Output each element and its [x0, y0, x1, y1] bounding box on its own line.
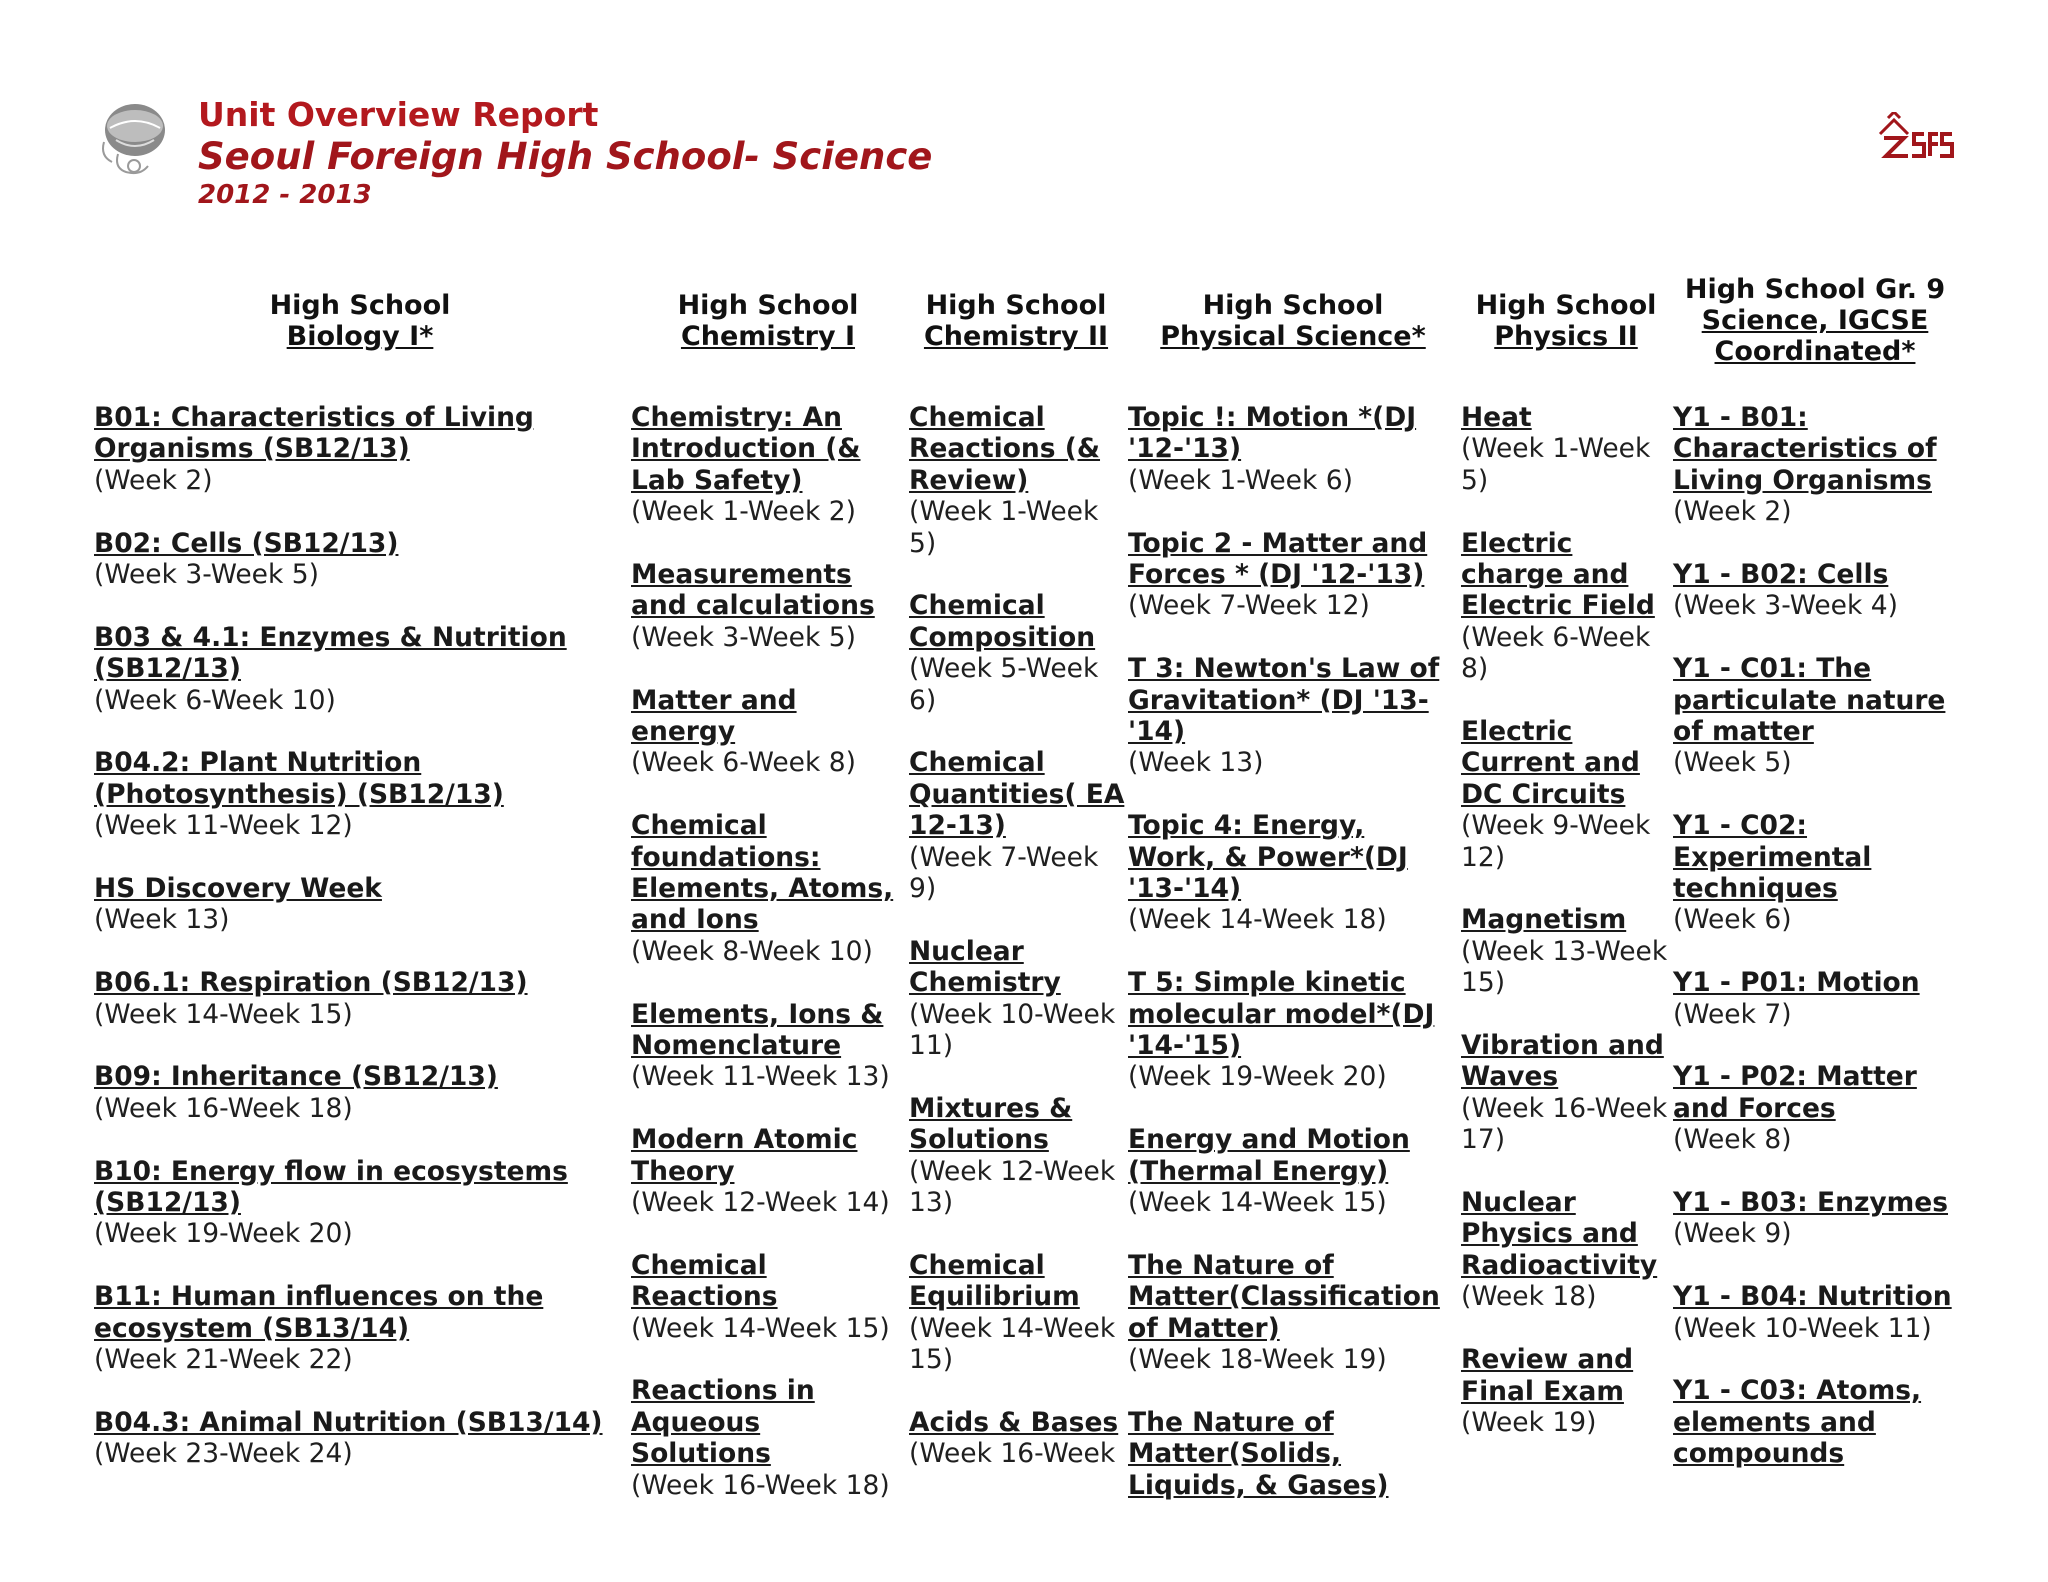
unit-title-link[interactable]: Matter and energy: [631, 684, 797, 748]
unit-title-link[interactable]: Topic !: Motion *(DJ '12-'13): [1128, 402, 1417, 465]
unit-weeks: (Week 16-Week 18): [631, 1469, 890, 1501]
unit-entry: [94, 1061, 614, 1124]
column-header-physical-science: [1128, 290, 1458, 352]
unit-title-link[interactable]: Energy and Motion (Thermal Energy): [1128, 1124, 1410, 1187]
unit-weeks: (Week 14-Week 18): [1128, 904, 1387, 936]
unit-entry: [631, 810, 906, 967]
units-chemistry-ii: [909, 402, 1127, 1501]
unit-weeks: (Week 19-Week 20): [94, 1218, 353, 1250]
unit-title-link[interactable]: T 5: Simple kinetic molecular model*(DJ '14-'15): [1128, 967, 1435, 1062]
column-level: High School Gr. 9: [1684, 274, 1946, 305]
unit-entry: [631, 559, 906, 653]
unit-title-link[interactable]: Y1 - B01: Characteristics of Living Organisms: [1673, 402, 1937, 496]
column-header-chemistry-i: [630, 290, 906, 352]
unit-entry: [1673, 653, 1953, 779]
unit-title-link[interactable]: Y1 - C02: Experimental techniques: [1673, 810, 1872, 905]
unit-entry: [94, 967, 614, 1030]
school-year: 2012 - 2013: [198, 180, 372, 210]
unit-weeks: (Week 13): [1128, 747, 1264, 779]
unit-weeks: (Week 13): [94, 904, 230, 936]
unit-title-link[interactable]: Chemical foundations: Elements, Atoms, and Ions: [631, 810, 894, 936]
unit-entry: [631, 1250, 906, 1344]
unit-title-link[interactable]: Electric Current and DC Circuits: [1461, 716, 1640, 810]
unit-weeks: (Week 7-Week 12): [1128, 590, 1370, 622]
unit-entry: [909, 1407, 1127, 1470]
unit-entry: [1673, 1375, 1953, 1469]
unit-title-link[interactable]: Chemistry: An Introduction (& Lab Safety): [631, 402, 861, 496]
unit-title-link[interactable]: The Nature of Matter(Solids, Liquids, & Gases): [1128, 1406, 1389, 1501]
unit-entry: [1461, 1344, 1671, 1438]
unit-entry: [1128, 1124, 1458, 1218]
column-level: High School: [1475, 290, 1657, 321]
unit-entry: [94, 747, 614, 841]
unit-entry: [1673, 810, 1953, 936]
unit-title-link[interactable]: Nuclear Chemistry: [909, 935, 1061, 999]
unit-title-link[interactable]: B09: Inheritance (SB12/13): [94, 1061, 498, 1093]
course-link[interactable]: Chemistry II: [923, 321, 1109, 352]
unit-weeks: (Week 18): [1461, 1281, 1597, 1313]
unit-weeks: (Week 19-Week 20): [1128, 1061, 1387, 1093]
unit-title-link[interactable]: HS Discovery Week: [94, 873, 382, 905]
unit-title-link[interactable]: Chemical Reactions: [631, 1249, 778, 1313]
unit-entry: [909, 1093, 1127, 1219]
unit-weeks: (Week 21-Week 22): [94, 1344, 353, 1376]
unit-title-link[interactable]: Y1 - B04: Nutrition: [1673, 1281, 1952, 1313]
unit-entry: [94, 528, 614, 591]
unit-weeks: (Week 1-Week 5): [1461, 433, 1651, 496]
unit-entry: [1128, 402, 1458, 496]
units-physical-science: [1128, 402, 1458, 1533]
unit-title-link[interactable]: B11: Human influences on the ecosystem (SB13/14): [94, 1281, 544, 1344]
unit-weeks: (Week 19): [1461, 1406, 1597, 1438]
unit-entry: [631, 685, 906, 779]
unit-weeks: (Week 13-Week 15): [1461, 935, 1668, 999]
unit-entry: [909, 936, 1127, 1062]
unit-title-link[interactable]: Electric charge and Electric Field: [1461, 527, 1655, 622]
course-link[interactable]: Physical Science*: [1160, 321, 1426, 352]
units-igcse: [1673, 402, 1953, 1501]
unit-entry: [1128, 1407, 1458, 1501]
column-level: High School: [269, 290, 451, 321]
unit-weeks: (Week 11-Week 12): [94, 810, 353, 842]
unit-title-link[interactable]: Y1 - C03: Atoms, elements and compounds: [1673, 1375, 1922, 1470]
course-link[interactable]: Chemistry I: [680, 321, 856, 352]
unit-entry: [1128, 810, 1458, 936]
unit-entry: [1128, 967, 1458, 1093]
unit-title-link[interactable]: Topic 2 - Matter and Forces * (DJ '12-'13): [1128, 527, 1428, 591]
unit-weeks: (Week 23-Week 24): [94, 1438, 353, 1470]
unit-entry: [94, 1281, 614, 1375]
unit-entry: [1128, 528, 1458, 622]
unit-weeks: (Week 9): [1673, 1218, 1792, 1250]
unit-weeks: (Week 9-Week 12): [1461, 810, 1651, 873]
unit-weeks: (Week 6): [1673, 904, 1792, 936]
unit-title-link[interactable]: Review and Final Exam: [1461, 1344, 1634, 1407]
unit-entry: [1128, 653, 1458, 779]
unit-title-link[interactable]: Chemical Composition: [909, 590, 1096, 653]
unit-title-link[interactable]: Modern Atomic Theory: [631, 1124, 858, 1187]
unit-weeks: (Week 2): [1673, 496, 1792, 528]
units-physics-ii: [1461, 402, 1671, 1470]
unit-title-link[interactable]: Reactions in Aqueous Solutions: [631, 1375, 815, 1470]
column-level: High School: [925, 290, 1107, 321]
unit-weeks: (Week 7): [1673, 998, 1792, 1030]
unit-title-link[interactable]: B04.2: Plant Nutrition (Photosynthesis) (SB12/13): [94, 747, 504, 810]
unit-entry: [1673, 1187, 1953, 1250]
unit-title-link[interactable]: Acids & Bases: [909, 1406, 1119, 1438]
unit-title-link[interactable]: Nuclear Physics and Radioactivity: [1461, 1187, 1658, 1281]
unit-title-link[interactable]: Mixtures & Solutions: [909, 1092, 1073, 1156]
unit-weeks: (Week 2): [94, 464, 213, 496]
course-link[interactable]: Biology I*: [286, 321, 434, 352]
unit-weeks: (Week 14-Week 15): [94, 998, 353, 1030]
unit-title-link[interactable]: Y1 - B03: Enzymes: [1673, 1187, 1949, 1219]
unit-entry: [94, 1156, 614, 1250]
unit-weeks: (Week 10-Week 11): [1673, 1312, 1932, 1344]
unit-weeks: (Week 6-Week 8): [1461, 621, 1651, 685]
unit-weeks: (Week 5): [1673, 747, 1792, 779]
report-type-title: Unit Overview Report: [198, 95, 599, 134]
unit-title-link[interactable]: Measurements and calculations: [631, 559, 875, 622]
unit-title-link[interactable]: Y1 - P01: Motion: [1673, 967, 1920, 999]
unit-title-link[interactable]: Chemical Equilibrium: [909, 1249, 1080, 1313]
unit-weeks: (Week 6-Week 8): [631, 747, 856, 779]
unit-entry: [1673, 402, 1953, 528]
unit-entry: [1128, 1250, 1458, 1376]
course-link[interactable]: Physics II: [1494, 321, 1638, 352]
unit-title-link[interactable]: The Nature of Matter(Classification of Matter): [1128, 1249, 1440, 1344]
unit-title-link[interactable]: B02: Cells (SB12/13): [94, 527, 399, 559]
unit-entry: [1673, 559, 1953, 622]
unit-entry: [94, 402, 614, 496]
unit-weeks: (Week 3-Week 4): [1673, 590, 1898, 622]
unit-title-link[interactable]: Vibration and Waves: [1461, 1030, 1664, 1093]
unit-entry: [94, 873, 614, 936]
unit-entry: [909, 402, 1127, 559]
unit-title-link[interactable]: B10: Energy flow in ecosystems (SB12/13): [94, 1155, 568, 1219]
unit-weeks: (Week 1-Week 2): [631, 496, 856, 528]
unit-title-link[interactable]: B03 & 4.1: Enzymes & Nutrition (SB12/13): [94, 621, 567, 685]
unit-title-link[interactable]: Magnetism: [1461, 904, 1627, 936]
globe-logo-icon: [96, 96, 174, 178]
unit-title-link[interactable]: Chemical Quantities( EA 12-13): [909, 747, 1125, 842]
unit-title-link[interactable]: B01: Characteristics of Living Organisms (SB12/13): [94, 402, 534, 465]
unit-weeks: (Week 14-Week 15): [1128, 1187, 1387, 1219]
unit-entry: [909, 1250, 1127, 1376]
unit-title-link[interactable]: Chemical Reactions (& Review): [909, 402, 1101, 496]
unit-entry: [1461, 1187, 1671, 1313]
unit-weeks: (Week 14-Week 15): [909, 1312, 1116, 1376]
unit-title-link[interactable]: Y1 - B02: Cells: [1673, 559, 1889, 591]
units-biology: [94, 402, 614, 1501]
column-header-biology: [200, 290, 520, 352]
unit-weeks: (Week 6-Week 10): [94, 684, 336, 716]
unit-weeks: (Week 12-Week 14): [631, 1187, 890, 1219]
unit-weeks: (Week 7-Week 9): [909, 841, 1099, 905]
unit-weeks: (Week 11-Week 13): [631, 1061, 890, 1093]
column-header-igcse: [1676, 274, 1954, 367]
unit-entry: [631, 999, 906, 1093]
unit-entry: [631, 1375, 906, 1501]
unit-weeks: (Week 3-Week 5): [631, 621, 856, 653]
unit-weeks: (Week 8): [1673, 1124, 1792, 1156]
unit-entry: [1461, 1030, 1671, 1156]
unit-weeks: (Week 12-Week 13): [909, 1155, 1116, 1219]
unit-entry: [1673, 1061, 1953, 1155]
sfs-logo-icon: [1874, 112, 1954, 162]
unit-entry: [1673, 1281, 1953, 1344]
unit-entry: [631, 1124, 906, 1218]
unit-entry: [94, 1407, 614, 1470]
unit-entry: [1673, 967, 1953, 1030]
course-link[interactable]: Science, IGCSE Coordinated*: [1701, 305, 1929, 367]
school-title: Seoul Foreign High School- Science: [198, 135, 933, 178]
unit-weeks: (Week 1-Week 5): [909, 496, 1099, 559]
unit-weeks: (Week 10-Week 11): [909, 998, 1116, 1062]
unit-title-link[interactable]: Elements, Ions & Nomenclature: [631, 998, 884, 1062]
unit-title-link[interactable]: Y1 - P02: Matter and Forces: [1673, 1061, 1917, 1124]
column-level: High School: [677, 290, 859, 321]
unit-title-link[interactable]: Heat: [1461, 402, 1532, 433]
unit-title-link[interactable]: Topic 4: Energy, Work, & Power*(DJ '13-'14): [1128, 810, 1408, 905]
column-header-physics-ii: [1460, 290, 1672, 352]
unit-weeks: (Week 18-Week 19): [1128, 1344, 1387, 1376]
unit-weeks: (Week 5-Week 6): [909, 653, 1099, 716]
unit-weeks: (Week 14-Week 15): [631, 1312, 890, 1344]
unit-weeks: (Week 16-Week: [909, 1438, 1116, 1470]
unit-weeks: (Week 1-Week 6): [1128, 464, 1353, 496]
unit-title-link[interactable]: B06.1: Respiration (SB12/13): [94, 967, 528, 999]
unit-entry: [1461, 904, 1671, 998]
unit-entry: [631, 402, 906, 528]
units-chemistry-i: [631, 402, 906, 1533]
column-level: High School: [1202, 290, 1384, 321]
unit-weeks: (Week 16-Week 18): [94, 1092, 353, 1124]
unit-entry: [1461, 528, 1671, 685]
unit-entry: [1461, 402, 1671, 496]
unit-entry: [94, 622, 614, 716]
unit-title-link[interactable]: T 3: Newton's Law of Gravitation* (DJ '13-'14): [1128, 653, 1440, 748]
unit-weeks: (Week 3-Week 5): [94, 559, 319, 591]
unit-entry: [909, 747, 1127, 904]
unit-title-link[interactable]: Y1 - C01: The particulate nature of matter: [1673, 653, 1946, 748]
unit-entry: [909, 590, 1127, 716]
column-header-chemistry-ii: [906, 290, 1126, 352]
unit-weeks: (Week 8-Week 10): [631, 935, 873, 967]
unit-title-link[interactable]: B04.3: Animal Nutrition (SB13/14): [94, 1406, 603, 1438]
unit-weeks: (Week 16-Week 17): [1461, 1092, 1668, 1156]
unit-entry: [1461, 716, 1671, 873]
